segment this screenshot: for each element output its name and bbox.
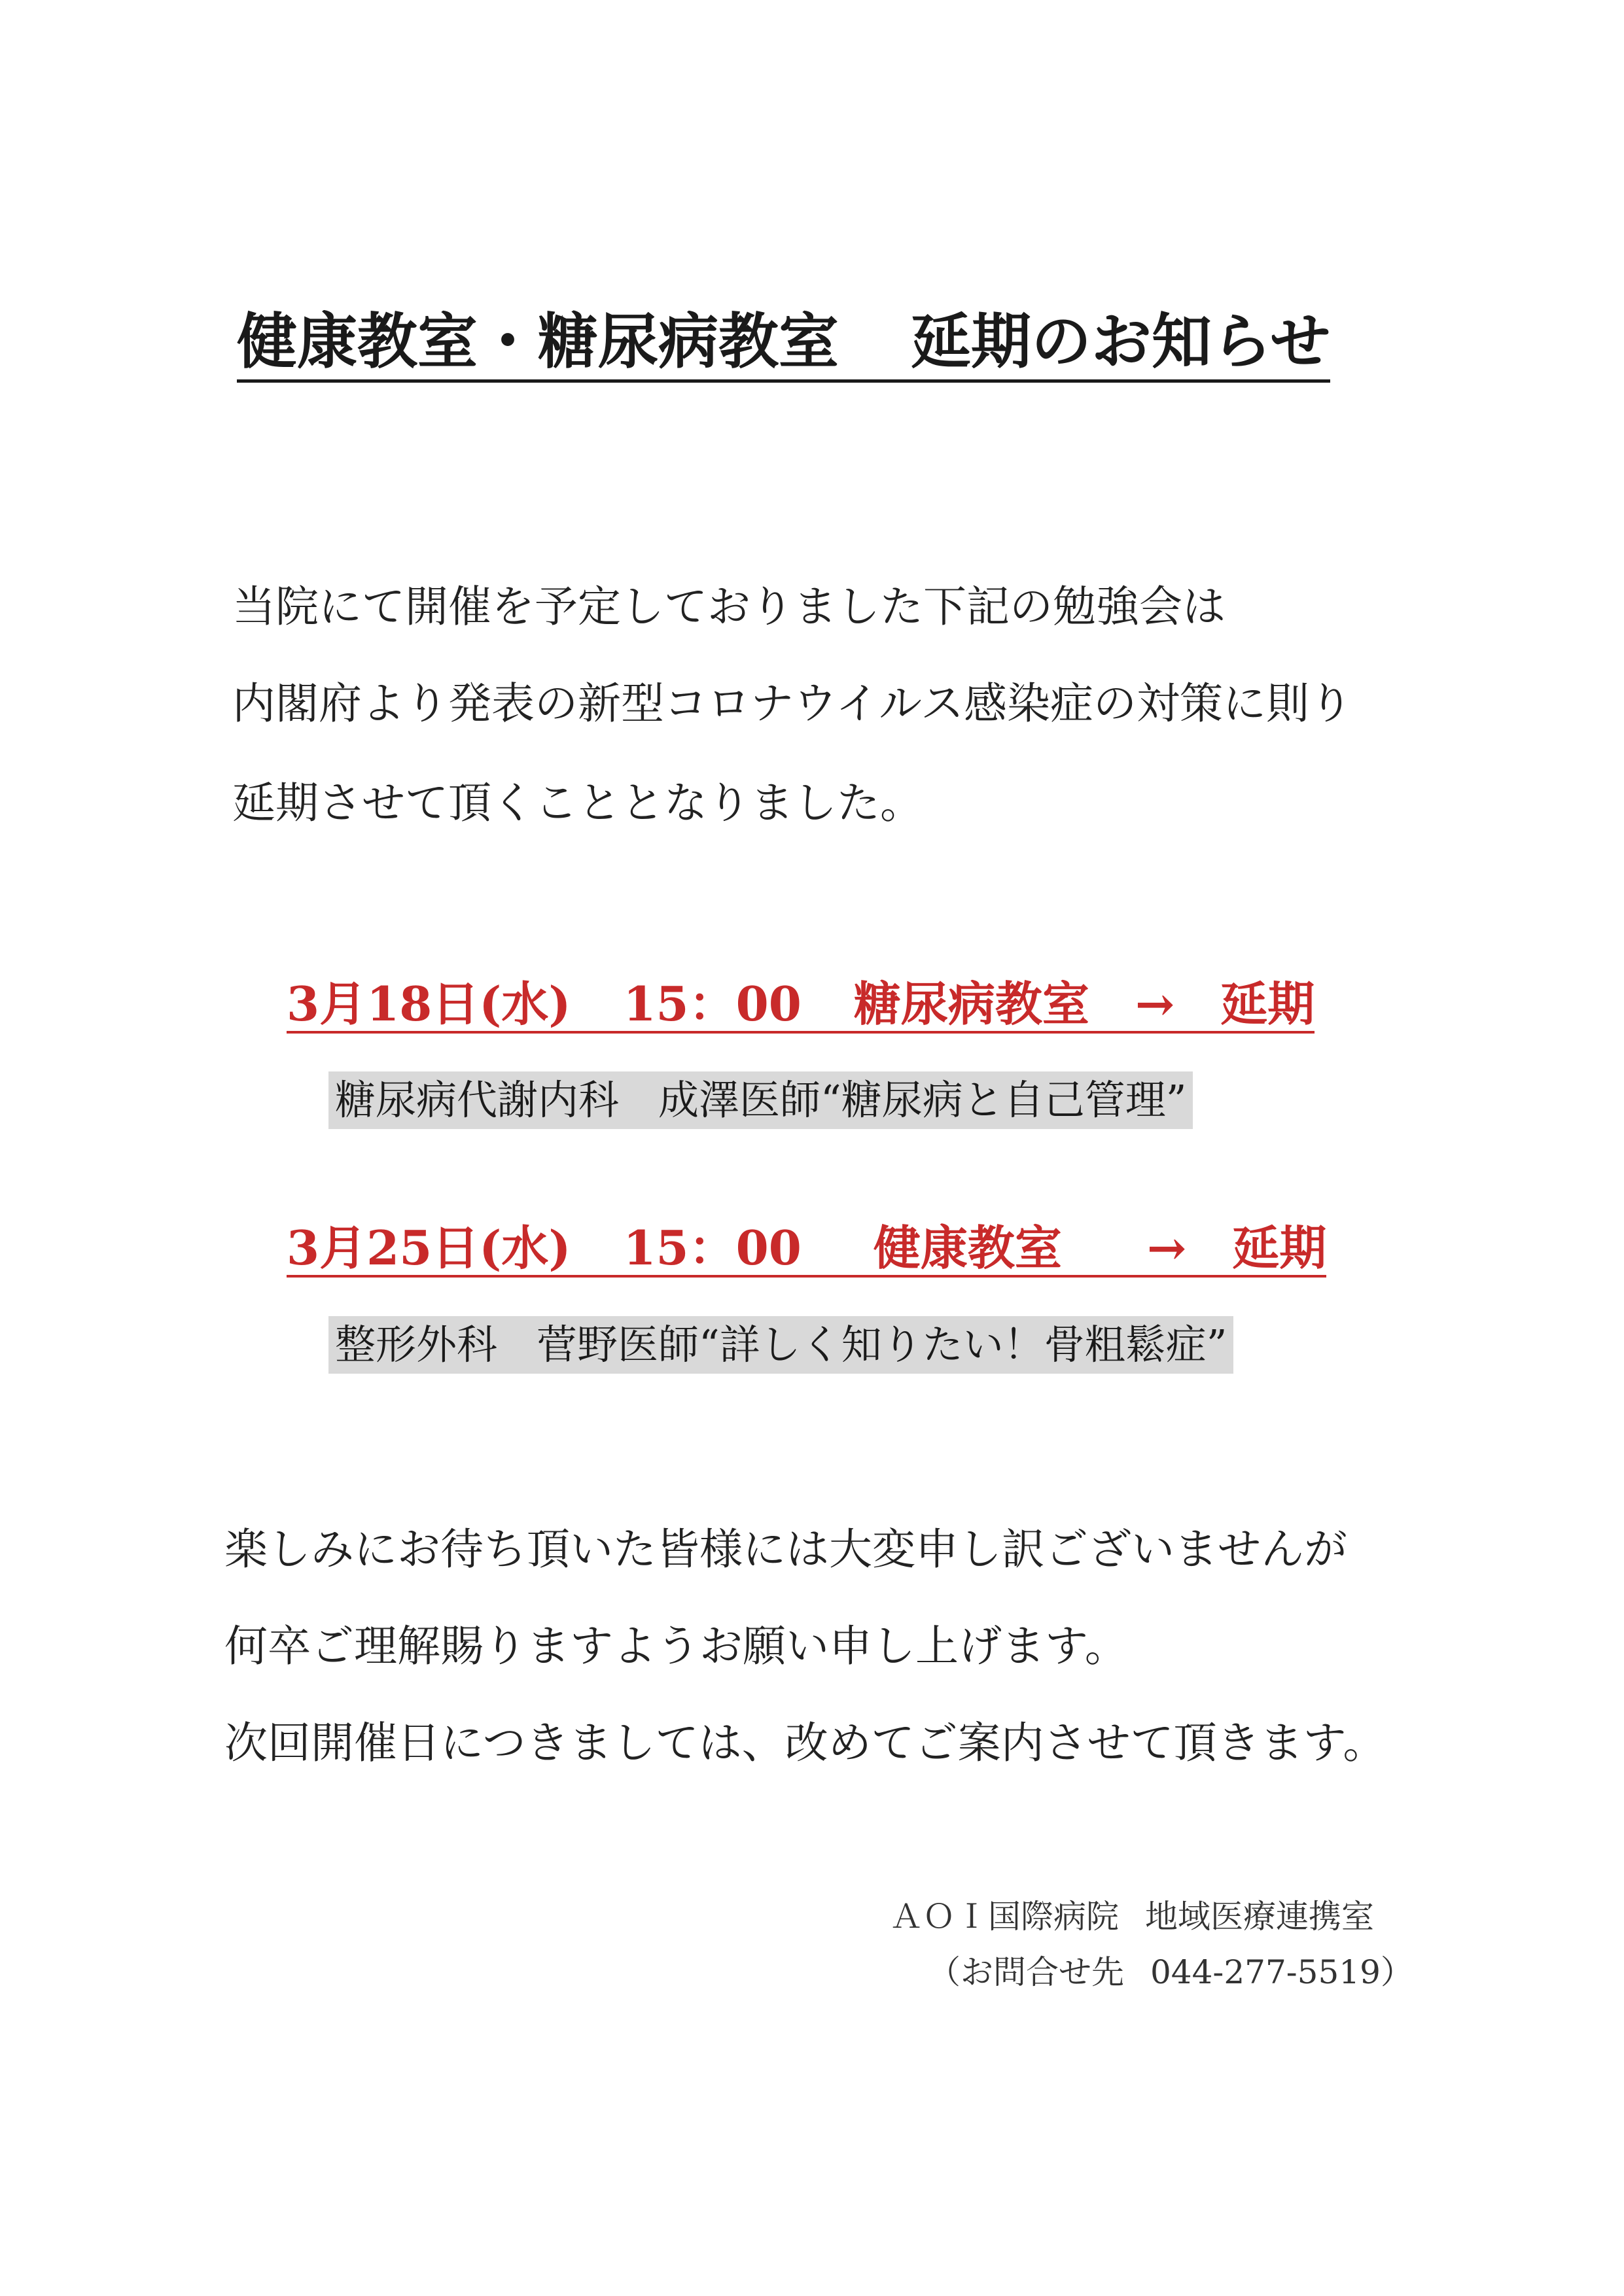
closing-line-2: 何卒ご理解賜りますようお願い申し上げます。 [224,1621,1128,1671]
intro-line-1: 当院にて開催を予定しておりました下記の勉強会は [232,582,1226,632]
closing-line-3: 次回開催日につきましては、改めてご案内させて頂きます。 [224,1718,1386,1768]
event-2-date: 3月25日(水) [287,1220,571,1276]
closing-line-1: 楽しみにお待ち頂いた皆様には大変申し訳ございませんが [224,1524,1347,1574]
page-title [237,307,1330,383]
contact-inquiry-label: （お問合せ先 [928,1953,1124,1991]
event-2-time: 15：00 [623,1220,802,1276]
event-1-status: 延期 [1220,976,1315,1032]
contact-org-line [890,1898,1374,1936]
intro-line-3: 延期させて頂くこととなりました。 [232,778,923,828]
contact-org: ＡＯＩ国際病院 [890,1898,1119,1936]
event-1-line [287,978,1315,1034]
event-2-status: 延期 [1232,1220,1327,1276]
title-part-notice: 延期のお知らせ [911,307,1331,377]
event-1-lecture [328,1071,1193,1129]
contact-phone-line [928,1953,1413,1991]
event-2-name: 健康教室 [873,1220,1062,1276]
contact-phone: 044-277-5519） [1150,1953,1413,1991]
event-1-lecturer-topic: 成澤医師“糖尿病と自己管理” [658,1076,1187,1124]
event-1-name: 糖尿病教室 [853,976,1089,1032]
event-2-line [287,1222,1326,1278]
event-2-arrow: → [1146,1220,1187,1276]
intro-line-2: 内閣府より発表の新型コロナウイルス感染症の対策に則り [232,678,1353,729]
event-1-arrow: → [1135,976,1175,1032]
contact-dept: 地域医療連携室 [1145,1898,1374,1936]
event-2-department: 整形外科 [335,1321,498,1368]
event-1-department: 糖尿病代謝内科 [335,1076,620,1124]
event-1-time: 15：00 [623,976,802,1032]
title-part-classes: 健康教室・糖尿病教室 [237,307,839,377]
event-2-lecturer-topic: 菅野医師“詳しく知りたい！骨粗鬆症” [537,1321,1227,1368]
event-2-lecture [328,1316,1233,1374]
event-1-date: 3月18日(水) [287,976,571,1032]
